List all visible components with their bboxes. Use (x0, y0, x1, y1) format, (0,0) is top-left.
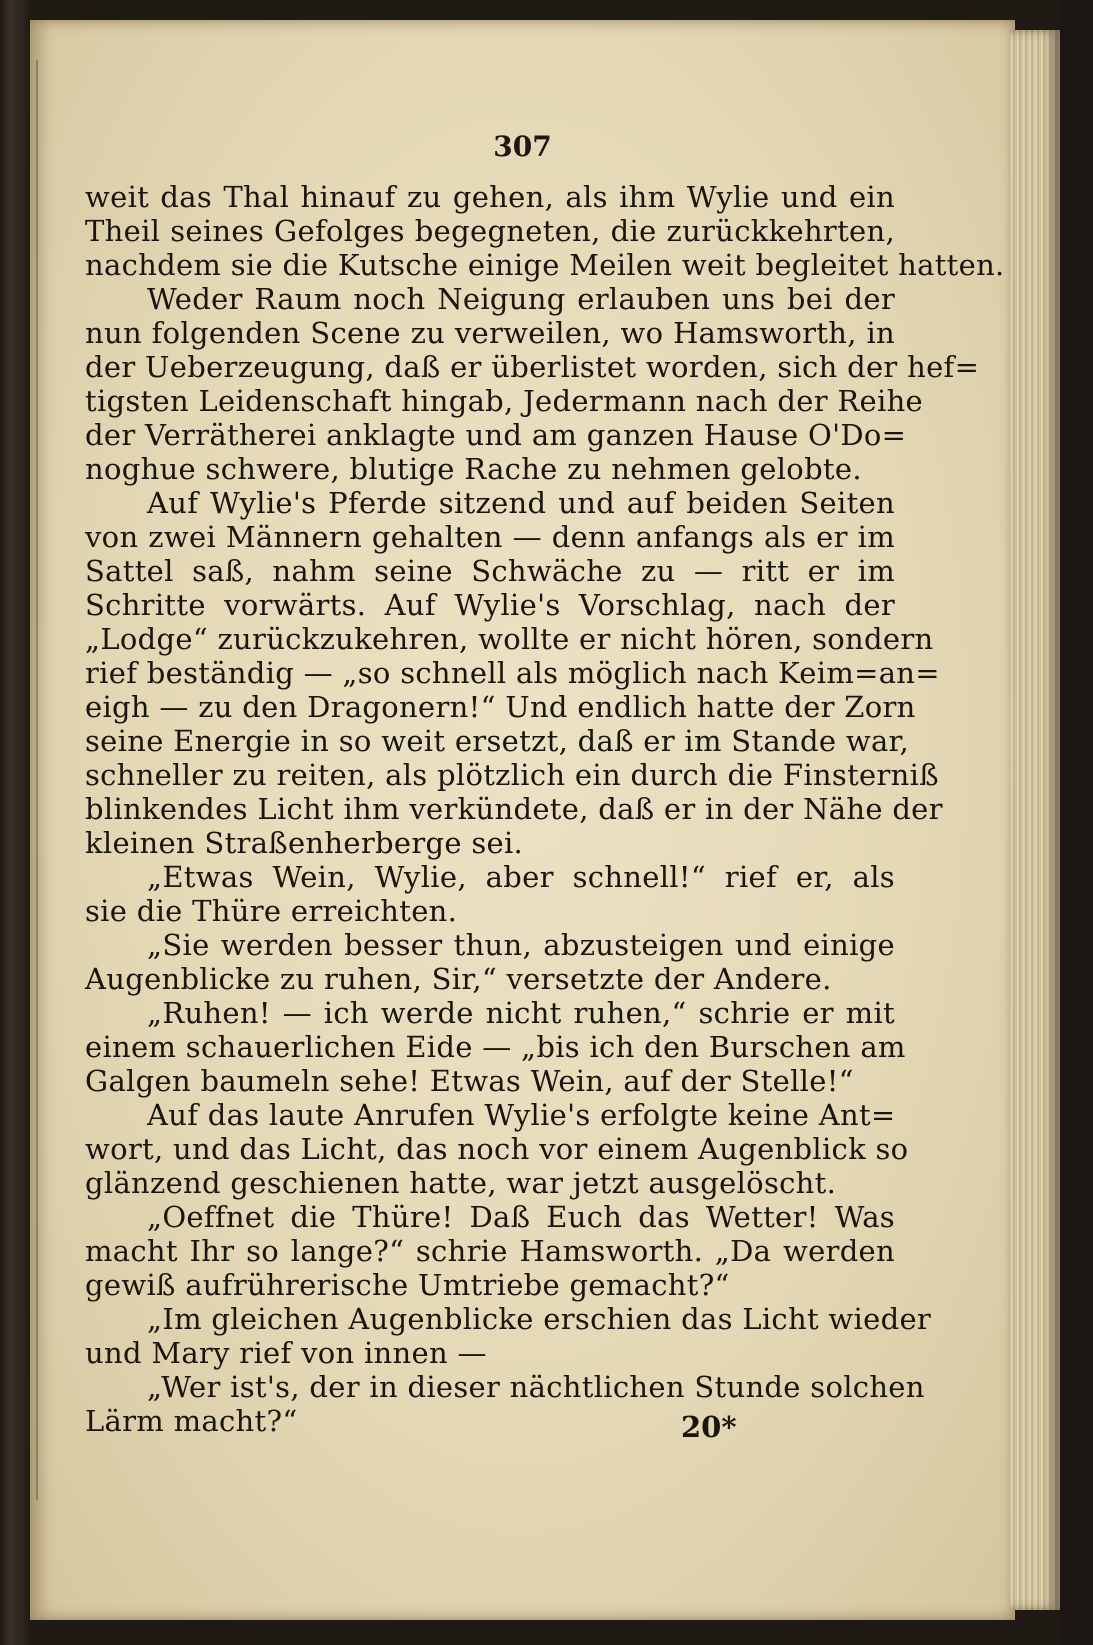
text-line: sie die Thüre erreichten. (85, 894, 458, 928)
text-line: Sattel saß, nahm seine Schwäche zu — ritt er im (85, 554, 895, 588)
text-line: noghue schwere, blutige Rache zu nehmen gelobte. (85, 452, 862, 486)
text-line: einem schauerlichen Eide — „bis ich den Burschen am (85, 1030, 906, 1064)
text-line: Lärm macht?“ (85, 1404, 298, 1438)
text-line: nun folgenden Scene zu verweilen, wo Hamsworth, in (85, 316, 895, 350)
text-line: Schritte vorwärts. Auf Wylie's Vorschlag, nach der (85, 588, 895, 622)
text-line: der Ueberzeugung, daß er überlistet worden, sich der hef= (85, 350, 980, 384)
text-line: und Mary rief von innen — (85, 1336, 487, 1370)
book-cover-edge (1060, 0, 1093, 1645)
text-line: gewiß aufrührerische Umtriebe gemacht?“ (85, 1268, 730, 1302)
text-line: weit das Thal hinauf zu gehen, als ihm Wylie und ein (85, 180, 895, 214)
text-line: schneller zu reiten, als plötzlich ein durch die Finsterniß (85, 758, 939, 792)
printer-signature-mark: 20* (681, 1410, 737, 1444)
text-line: „Oeffnet die Thüre! Daß Euch das Wetter! Was (147, 1200, 895, 1234)
text-line: rief beständig — „so schnell als möglich nach Keim=an= (85, 656, 940, 690)
text-line: macht Ihr so lange?“ schrie Hamsworth. „Da werden (85, 1234, 895, 1268)
text-line: Galgen baumeln sehe! Etwas Wein, auf der Stelle!“ (85, 1064, 854, 1098)
text-line: der Verrätherei anklagte und am ganzen Hause O'Do= (85, 418, 907, 452)
book-page (30, 20, 1015, 1620)
text-line: „Lodge“ zurückzukehren, wollte er nicht hören, sondern (85, 622, 934, 656)
text-line: wort, und das Licht, das noch vor einem Augenblick so (85, 1132, 909, 1166)
body-text (85, 180, 1005, 1438)
text-line: Auf das laute Anrufen Wylie's erfolgte keine Ant= (147, 1098, 896, 1132)
text-line: „Sie werden besser thun, abzusteigen und einige (147, 928, 895, 962)
text-line: blinkendes Licht ihm verkündete, daß er in der Nähe der (85, 792, 943, 826)
text-line: „Wer ist's, der in dieser nächtlichen Stunde solchen (147, 1370, 925, 1404)
text-line: seine Energie in so weit ersetzt, daß er im Stande war, (85, 724, 910, 758)
text-line: kleinen Straßenherberge sei. (85, 826, 524, 860)
text-line: „Ruhen! — ich werde nicht ruhen,“ schrie er mit (147, 996, 895, 1030)
text-line: tigsten Leidenschaft hingab, Jedermann nach der Reihe (85, 384, 924, 418)
text-line: nachdem sie die Kutsche einige Meilen weit begleitet hatten. (85, 248, 1005, 282)
page-number: 307 (493, 130, 552, 163)
text-line: glänzend geschienen hatte, war jetzt ausgelöscht. (85, 1166, 837, 1200)
text-line: „Etwas Wein, Wylie, aber schnell!“ rief er, als (147, 860, 895, 894)
text-line: eigh — zu den Dragonern!“ Und endlich hatte der Zorn (85, 690, 916, 724)
text-line: von zwei Männern gehalten — denn anfangs als er im (85, 520, 895, 554)
text-line: Theil seines Gefolges begegneten, die zurückkehrten, (85, 214, 895, 248)
text-line: Auf Wylie's Pferde sitzend und auf beiden Seiten (147, 486, 895, 520)
text-line: Augenblicke zu ruhen, Sir,“ versetzte der Andere. (85, 962, 832, 996)
gutter-shadow (36, 60, 38, 1500)
text-line: Weder Raum noch Neigung erlauben uns bei der (147, 282, 895, 316)
text-line: „Im gleichen Augenblicke erschien das Licht wieder (147, 1302, 932, 1336)
stacked-page-edges (1010, 30, 1060, 1610)
